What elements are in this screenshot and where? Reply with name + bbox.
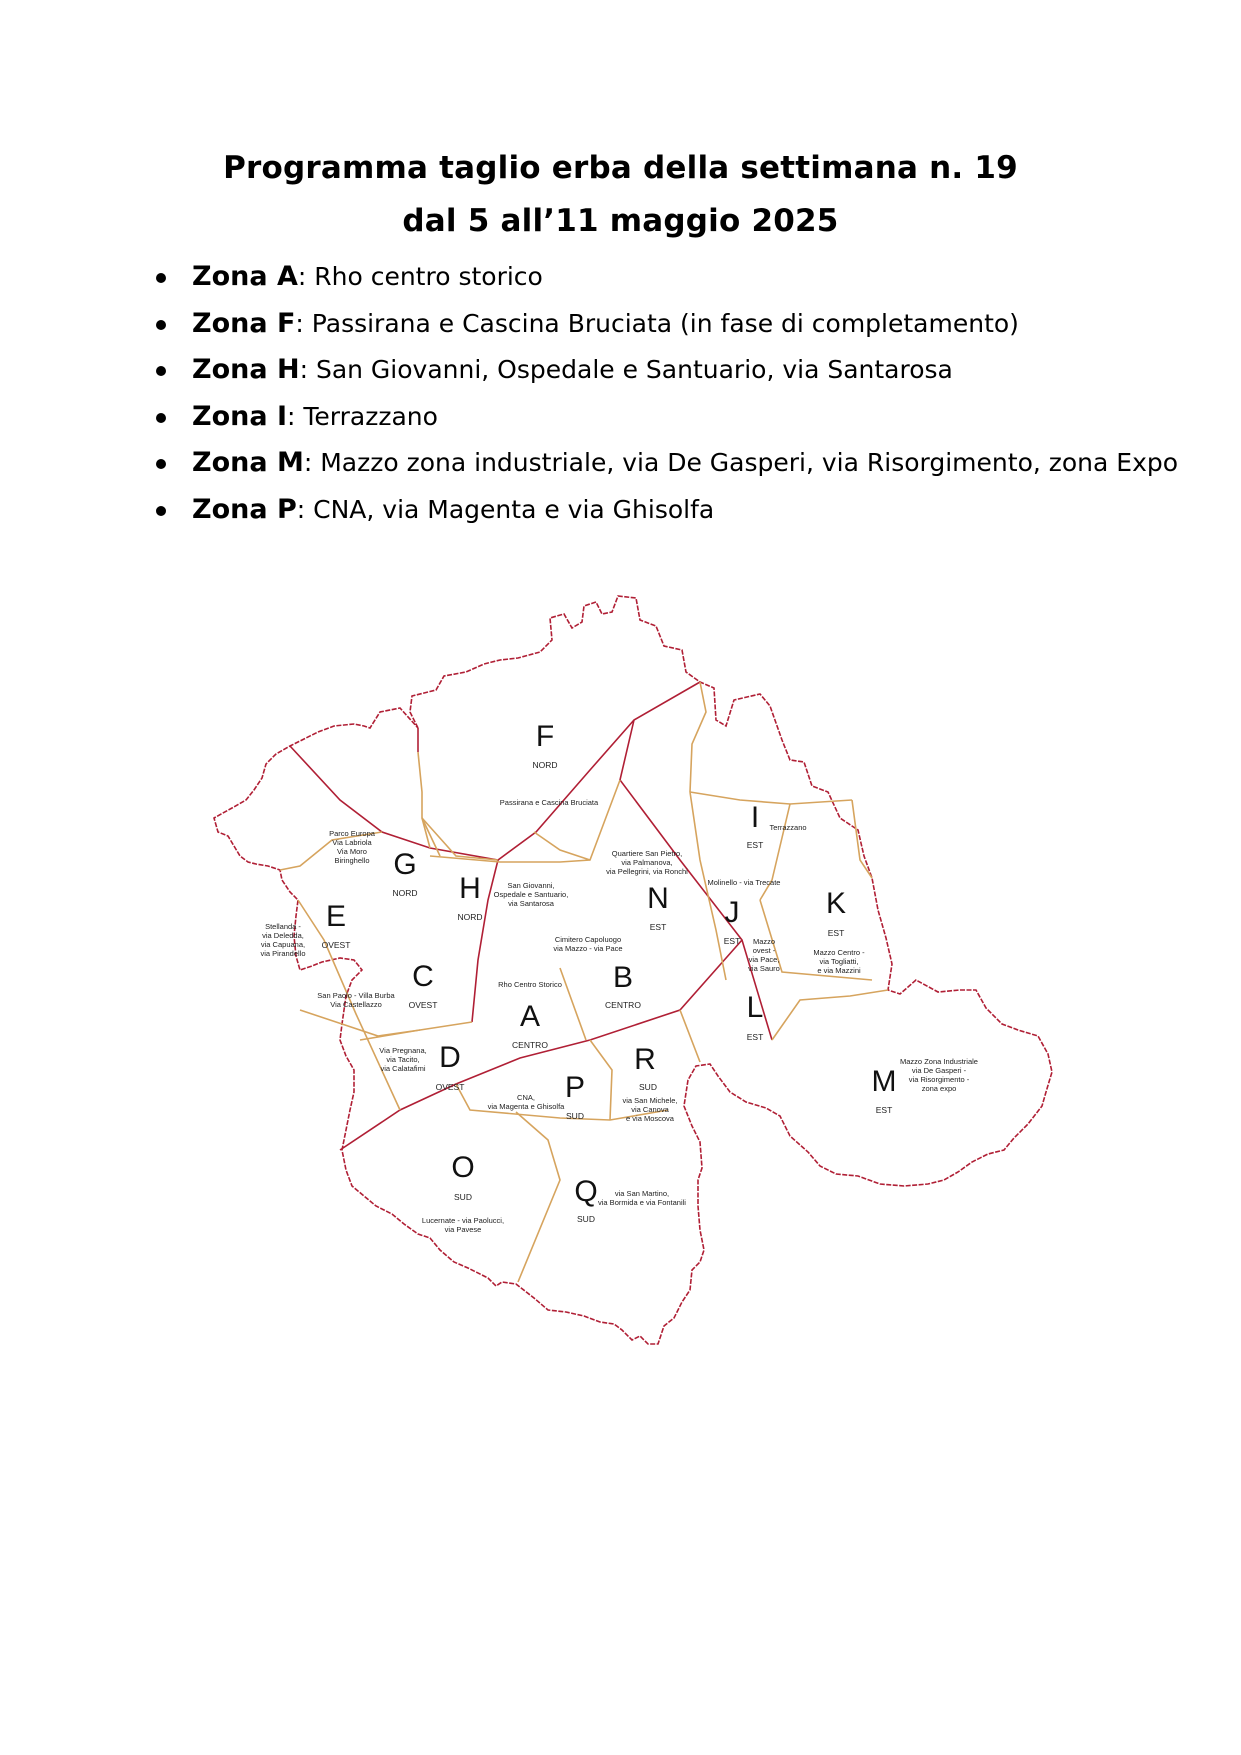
zone-label-B (553, 935, 641, 1010)
zone-direction: SUD (639, 1082, 657, 1092)
zone-direction: EST (723, 936, 741, 946)
zone-description: Molinello - via Trecate (707, 878, 781, 887)
sub-border (560, 968, 586, 1040)
zone-label-N (606, 849, 688, 932)
page-title: Programma taglio erba della settimana n. 19 (223, 150, 1018, 186)
page-subtitle: dal 5 all’11 maggio 2025 (402, 203, 839, 239)
zone-direction: EST (649, 922, 667, 932)
zone-desc: : Rho centro storico (297, 262, 543, 291)
zone-direction: NORD (532, 760, 558, 770)
sub-border (422, 818, 440, 856)
zone-letter: Q (574, 1175, 598, 1208)
zone-desc: : Terrazzano (287, 401, 438, 431)
zone-direction: EST (746, 840, 764, 850)
sub-border (680, 1010, 700, 1062)
zone-description: Lucernate - via Paolucci, (421, 1216, 505, 1225)
zone-description: via Magenta e Ghisolfa (487, 1102, 565, 1111)
zone-direction: EST (827, 928, 845, 938)
sub-border (852, 800, 872, 878)
sub-border (590, 1040, 612, 1120)
sub-border (516, 1112, 560, 1282)
zone-name: Zona F (192, 307, 296, 339)
zone-description: via Togliatti, (819, 957, 859, 966)
zone-direction: SUD (566, 1111, 584, 1121)
zone-description: Mazzo Zona Industriale (900, 1057, 978, 1066)
zone-direction: OVEST (408, 1000, 438, 1010)
zone-letter: K (825, 887, 847, 920)
zone-name: Zona A (192, 261, 298, 292)
zone-name: Zona P (192, 493, 297, 525)
zone-description: via De Gasperi - (911, 1066, 967, 1075)
zone-direction: OVEST (321, 940, 351, 950)
zone-description: Passirana e Cascina Bruciata (499, 798, 599, 807)
zone-direction: NORD (392, 888, 418, 898)
zone-description: CNA, (517, 1093, 535, 1102)
zone-letter: A (519, 1000, 541, 1033)
zone-description: Mazzo Centro - (813, 948, 865, 957)
zone-description: via Mazzo - via Pace (553, 944, 623, 953)
zone-description: via Pirandello (260, 949, 306, 958)
sub-border (772, 990, 888, 1040)
zone-direction: OVEST (435, 1082, 465, 1092)
zone-letter: F (535, 720, 555, 753)
zone-letter: J (724, 896, 740, 929)
zone-description: Biringhello (334, 856, 370, 865)
zone-letter: R (634, 1043, 656, 1076)
zone-description: via Bormida e via Fontanili (598, 1198, 686, 1207)
zone-label-E (260, 900, 350, 958)
zone-letter: L (746, 991, 764, 1024)
zone-letter: D (439, 1041, 461, 1074)
zone-description: Quartiere San Pietro, (611, 849, 683, 858)
zone-label-L (747, 937, 780, 1042)
zone-description: San Giovanni, (507, 881, 555, 890)
zone-letter: E (325, 900, 347, 933)
zone-letter: G (393, 848, 417, 881)
zone-description: Terrazzano (769, 823, 807, 832)
zone-description: via Risorgimento - (908, 1075, 970, 1084)
zone-description: Via Labriola (332, 838, 372, 847)
zone-label-K (813, 887, 865, 975)
zone-direction: SUD (454, 1192, 472, 1202)
zone-letter: B (612, 961, 634, 994)
zone-label-O (422, 1151, 504, 1234)
zone-direction: SUD (577, 1214, 595, 1224)
zone-description: via Pace, (748, 955, 780, 964)
zone-label-M (872, 1057, 978, 1115)
zone-description: via Calatafimi (380, 1064, 426, 1073)
zone-description: via Capuana, (260, 940, 306, 949)
zone-direction: EST (875, 1105, 893, 1115)
sub-border (690, 682, 706, 792)
zone-desc: : San Giovanni, Ospedale e Santuario, via Santarosa (299, 355, 953, 385)
zone-name: Zona I (192, 400, 288, 432)
zone-description: via Sauro (748, 964, 780, 973)
zone-description: via Pavese (444, 1225, 482, 1234)
zone-description: Stellanda - (265, 922, 301, 931)
zone-label-H (457, 872, 568, 922)
zone-description: San Paolo - Villa Burba (317, 991, 395, 1000)
zone-label-D (379, 1041, 464, 1092)
zone-label-J (708, 878, 781, 946)
zone-description: e via Mazzini (817, 966, 861, 975)
zone-description: via San Martino, (614, 1189, 670, 1198)
zone-letter: H (459, 872, 481, 905)
zone-description: via Palmanova, (621, 858, 673, 867)
zone-direction: CENTRO (605, 1000, 641, 1010)
zone-description: Via Castellazzo (330, 1000, 382, 1009)
zone-description: e via Moscova (626, 1114, 674, 1123)
zone-label-R (622, 1043, 677, 1123)
zone-letter: P (564, 1071, 586, 1104)
zone-description: via Pellegrini, via Ronchi (606, 867, 688, 876)
zone-description: Parco Europa (329, 829, 375, 838)
zone-label-A (498, 980, 562, 1050)
zone-direction: EST (746, 1032, 764, 1042)
zone-desc: : Passirana e Cascina Bruciata (in fase di completamento) (295, 308, 1019, 338)
zone-name: Zona M (192, 447, 304, 479)
zone-label-F (500, 720, 599, 807)
zone-letter: M (871, 1065, 897, 1098)
zone-description: zona expo (921, 1084, 957, 1093)
zone-letter: N (647, 882, 669, 915)
zone-description: Cimitero Capoluogo (554, 935, 622, 944)
zone-description: ovest - (752, 946, 776, 955)
zone-description: via Canova (631, 1105, 669, 1114)
zone-letter: O (451, 1151, 475, 1184)
zone-letter: C (412, 960, 434, 993)
zone-description: Ospedale e Santuario, (493, 890, 569, 899)
sub-border (430, 780, 620, 862)
sub-border (418, 752, 430, 848)
zone-description: Rho Centro Storico (498, 980, 562, 989)
zone-label-Q (574, 1175, 686, 1224)
zone-direction: CENTRO (512, 1040, 548, 1050)
zone-description: Via Pregnana, (379, 1046, 427, 1055)
zone-letter: I (750, 801, 760, 834)
zone-description: Mazzo (752, 937, 776, 946)
zone-description: Via Moro (337, 847, 367, 856)
sub-border (690, 792, 852, 804)
zone-direction: NORD (457, 912, 483, 922)
zone-description: via Tacito, (386, 1055, 420, 1064)
zone-description: via San Michele, (622, 1096, 678, 1105)
zone-label-I (747, 801, 807, 850)
zone-description: via Santarosa (508, 899, 554, 908)
zone-name: Zona H (192, 354, 300, 386)
zone-desc: : CNA, via Magenta e via Ghisolfa (296, 494, 715, 524)
zone-desc: : Mazzo zona industriale, via De Gasperi, via Risorgimento, zona Expo (303, 448, 1179, 478)
sub-border (534, 832, 590, 860)
zone-description: via Deledda, (262, 931, 304, 940)
